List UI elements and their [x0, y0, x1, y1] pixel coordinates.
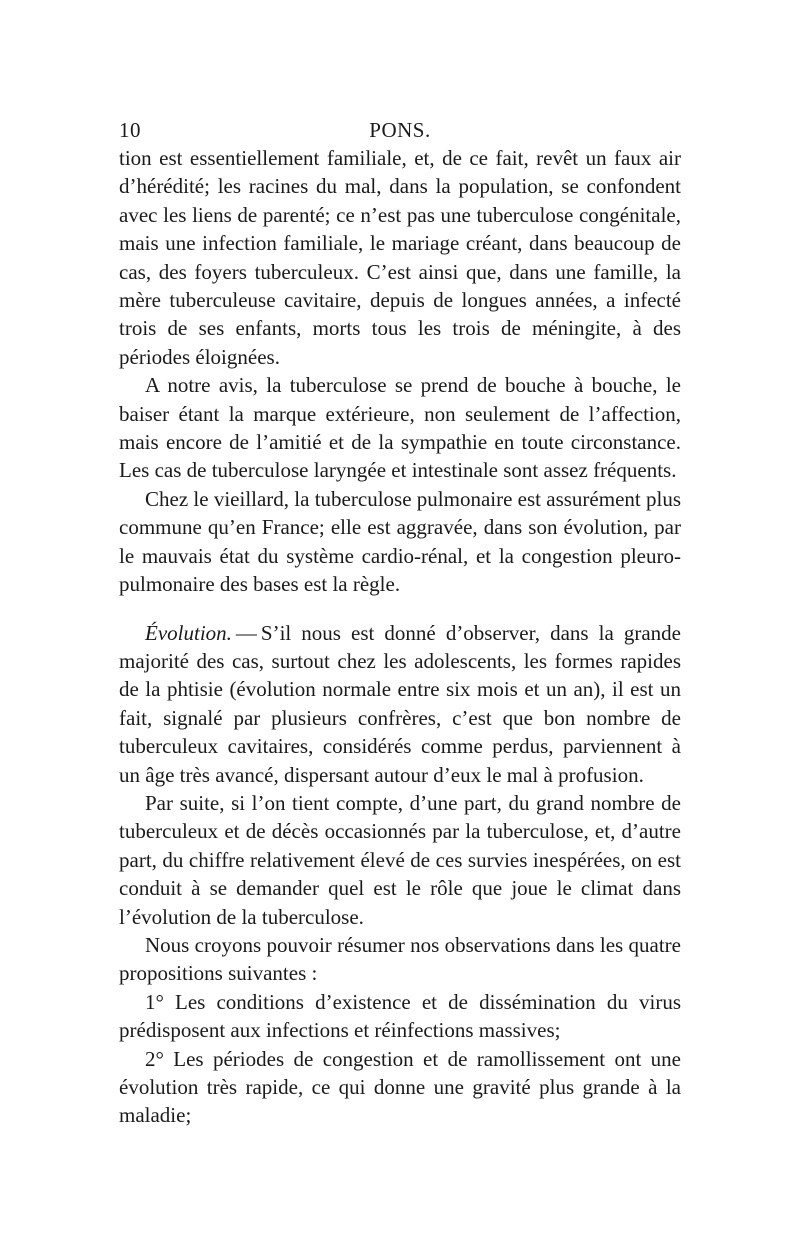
- running-title: PONS.: [369, 118, 431, 142]
- paragraph: Nous croyons pouvoir résumer nos observations dans les quatre propositions suivantes :: [119, 932, 681, 986]
- paragraph: Chez le vieillard, la tuberculose pulmonaire est assurément plus commune qu’en France; elle est aggravée, dans son évolution, par le mauvais état du système cardio-rénal, et la congestion pleuro-pulmonaire des bases est la règle.: [119, 486, 681, 597]
- running-head: [119, 112, 681, 142]
- paragraph: A notre avis, la tuberculose se prend de bouche à bouche, le baiser étant la marque extérieure, non seulement de l’affection, mais encore de l’amitié et de la sympathie en toute circonstance. Les cas de tuberculose laryngée et intestinale sont assez fréquents.: [119, 373, 681, 483]
- numbered-proposition: 2° Les périodes de congestion et de ramollissement ont une évolution très rapide, ce qui donne une gravité plus grande à la maladie;: [119, 1046, 681, 1128]
- section-title: Évolution.: [145, 620, 232, 645]
- book-page: [119, 112, 681, 1130]
- paragraph: Par suite, si l’on tient compte, d’une part, du grand nombre de tuberculeux et de décès occasionnés par la tuberculose, et, d’autre part, du chiffre relativement élevé de ces survies inespérées, on est conduit à se demander quel est le rôle que joue le climat dans l’évolution de la tuberculose.: [119, 790, 681, 929]
- section-text: S’il nous est donné d’observer, dans la grande majorité des cas, surtout chez les adolescents, les formes rapides de la phtisie (évolution normale entre six mois et un an), il est un fait, signalé par plusieurs confrères, c’est que bon nombre de tuberculeux cavitaires, considérés comme perdus, parviennent à un âge très avancé, dispersant autour d’eux le mal à profusion.: [119, 620, 681, 787]
- em-dash: —: [235, 620, 257, 645]
- paragraph: tion est essentiellement familiale, et, de ce fait, revêt un faux air d’hérédité; les racines du mal, dans la population, se confondent avec les liens de parenté; ce n’est pas une tuberculose congénitale, mais une infection familiale, le mariage créant, dans beaucoup de cas, des foyers tuberculeux. C’est ainsi que, dans une famille, la mère tuberculeuse cavitaire, depuis de longues années, a infecté trois de ses enfants, morts tous les trois de méningite, à des périodes éloignées.: [119, 146, 681, 369]
- body-text: [119, 144, 681, 1130]
- page-number: 10: [119, 118, 141, 142]
- numbered-proposition: 1° Les conditions d’existence et de dissémination du virus prédisposent aux infections et réinfections massives;: [119, 989, 681, 1043]
- evolution-paragraph: [119, 619, 681, 789]
